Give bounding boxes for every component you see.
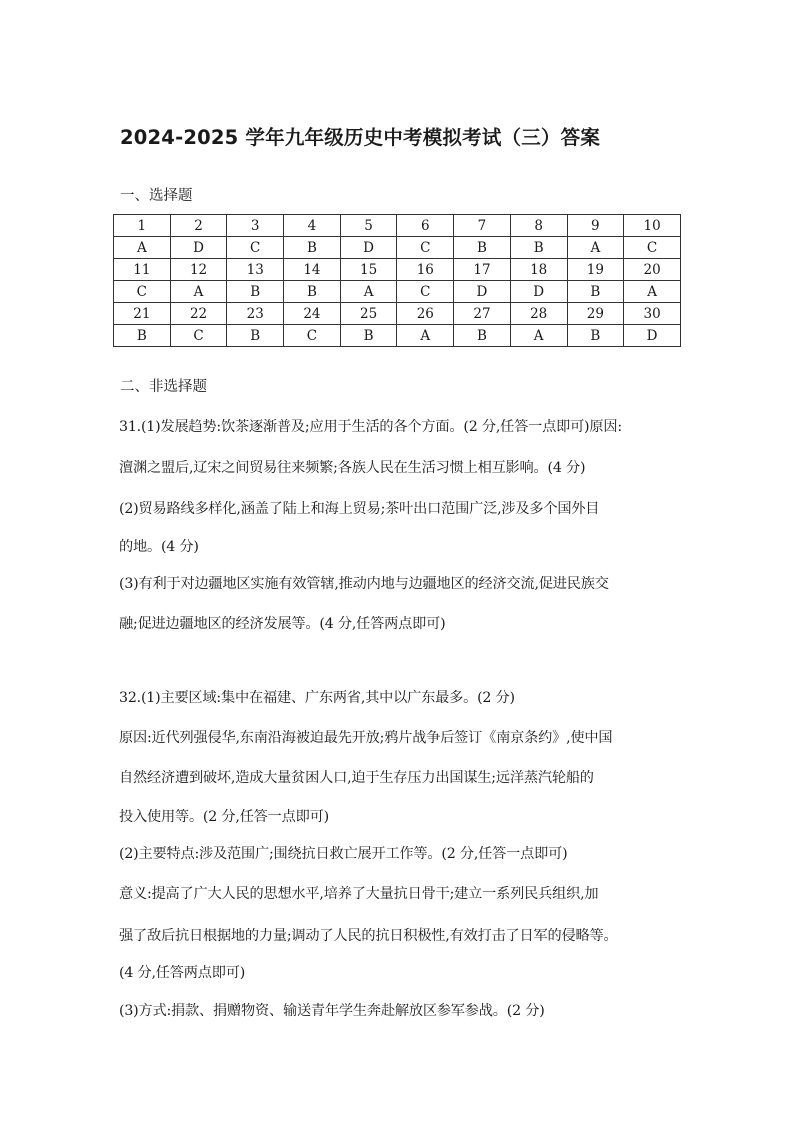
answer-key-row — [114, 281, 681, 303]
answer-32-line: 投入使用等。(2 分,任答一点即可) — [119, 809, 329, 825]
question-number-cell: 24 — [284, 303, 341, 325]
answer-32-line: 意义:提高了广大人民的思想水平,培养了大量抗日骨干;建立一系列民兵组织,加 — [119, 886, 599, 902]
answer-cell: A — [340, 281, 397, 303]
question-number-cell: 23 — [227, 303, 284, 325]
question-number-cell: 8 — [510, 215, 567, 237]
page-title: 2024-2025 学年九年级历史中考模拟考试（三）答案 — [120, 126, 601, 149]
answer-32-line: 32.(1)主要区域:集中在福建、广东两省,其中以广东最多。(2 分) — [119, 690, 515, 706]
answer-31-line: 融;促进边疆地区的经济发展等。(4 分,任答两点即可) — [119, 616, 446, 632]
question-number-cell: 4 — [284, 215, 341, 237]
answer-32-line: 原因:近代列强侵华,东南沿海被迫最先开放;鸦片战争后签订《南京条约》,使中国 — [119, 730, 613, 746]
answer-cell: D — [170, 237, 227, 259]
answer-cell: B — [340, 325, 397, 347]
question-number-row — [114, 303, 681, 325]
question-number-cell: 15 — [340, 259, 397, 281]
answer-cell: A — [567, 237, 624, 259]
answer-cell: C — [227, 237, 284, 259]
answer-cell: D — [454, 281, 511, 303]
question-number-row — [114, 215, 681, 237]
answer-cell: D — [340, 237, 397, 259]
section-heading-multiple-choice: 一、选择题 — [120, 188, 193, 204]
question-number-cell: 16 — [397, 259, 454, 281]
answer-cell: C — [114, 281, 171, 303]
question-number-cell: 7 — [454, 215, 511, 237]
question-number-row — [114, 259, 681, 281]
answer-cell: C — [170, 325, 227, 347]
question-number-cell: 11 — [114, 259, 171, 281]
answer-cell: A — [510, 325, 567, 347]
answer-cell: A — [397, 325, 454, 347]
answer-cell: B — [284, 281, 341, 303]
answer-key-row — [114, 325, 681, 347]
answer-table — [113, 214, 681, 347]
answer-cell: A — [114, 237, 171, 259]
answer-cell: B — [284, 237, 341, 259]
section-heading-non-choice: 二、非选择题 — [120, 379, 207, 395]
answer-cell: B — [114, 325, 171, 347]
answer-31-line: 的地。(4 分) — [119, 539, 199, 555]
answer-cell: D — [624, 325, 681, 347]
question-number-cell: 20 — [624, 259, 681, 281]
question-number-cell: 5 — [340, 215, 397, 237]
question-number-cell: 27 — [454, 303, 511, 325]
answer-32-line: (2)主要特点:涉及范围广;围绕抗日救亡展开工作等。(2 分,任答一点即可) — [119, 846, 568, 862]
answer-cell: B — [567, 325, 624, 347]
answer-cell: B — [227, 281, 284, 303]
question-number-cell: 2 — [170, 215, 227, 237]
answer-cell: B — [454, 237, 511, 259]
question-number-cell: 13 — [227, 259, 284, 281]
question-number-cell: 1 — [114, 215, 171, 237]
answer-cell: D — [510, 281, 567, 303]
answer-cell: A — [624, 281, 681, 303]
answer-cell: C — [397, 281, 454, 303]
question-number-cell: 22 — [170, 303, 227, 325]
question-number-cell: 30 — [624, 303, 681, 325]
answer-cell: B — [567, 281, 624, 303]
answer-32-line: (4 分,任答两点即可) — [119, 965, 246, 981]
answer-31-line: 澶渊之盟后,辽宋之间贸易往来频繁;各族人民在生活习惯上相互影响。(4 分) — [119, 460, 586, 476]
question-number-cell: 6 — [397, 215, 454, 237]
answer-31-line: (2)贸易路线多样化,涵盖了陆上和海上贸易;茶叶出口范围广泛,涉及多个国外目 — [119, 501, 600, 517]
question-number-cell: 10 — [624, 215, 681, 237]
answer-cell: B — [227, 325, 284, 347]
question-number-cell: 19 — [567, 259, 624, 281]
question-number-cell: 26 — [397, 303, 454, 325]
answer-cell: B — [454, 325, 511, 347]
answer-32-line: 强了敌后抗日根据地的力量;调动了人民的抗日积极性,有效打击了日军的侵略等。 — [119, 928, 618, 944]
answer-cell: C — [397, 237, 454, 259]
question-number-cell: 21 — [114, 303, 171, 325]
answer-cell: C — [624, 237, 681, 259]
answer-cell: B — [510, 237, 567, 259]
question-number-cell: 9 — [567, 215, 624, 237]
answer-cell: C — [284, 325, 341, 347]
question-number-cell: 14 — [284, 259, 341, 281]
question-number-cell: 17 — [454, 259, 511, 281]
answer-31-line: (3)有利于对边疆地区实施有效管辖,推动内地与边疆地区的经济交流,促进民族交 — [119, 576, 609, 592]
answer-cell: A — [170, 281, 227, 303]
question-number-cell: 29 — [567, 303, 624, 325]
question-number-cell: 3 — [227, 215, 284, 237]
question-number-cell: 28 — [510, 303, 567, 325]
question-number-cell: 25 — [340, 303, 397, 325]
answer-32-line: (3)方式:捐款、捐赠物资、输送青年学生奔赴解放区参军参战。(2 分) — [119, 1003, 545, 1019]
answer-key-row — [114, 237, 681, 259]
question-number-cell: 12 — [170, 259, 227, 281]
question-number-cell: 18 — [510, 259, 567, 281]
answer-32-line: 自然经济遭到破坏,造成大量贫困人口,迫于生存压力出国谋生;远洋蒸汽轮船的 — [119, 770, 594, 786]
answer-31-line: 31.(1)发展趋势:饮茶逐渐普及;应用于生活的各个方面。(2 分,任答一点即可)原因: — [119, 419, 622, 435]
